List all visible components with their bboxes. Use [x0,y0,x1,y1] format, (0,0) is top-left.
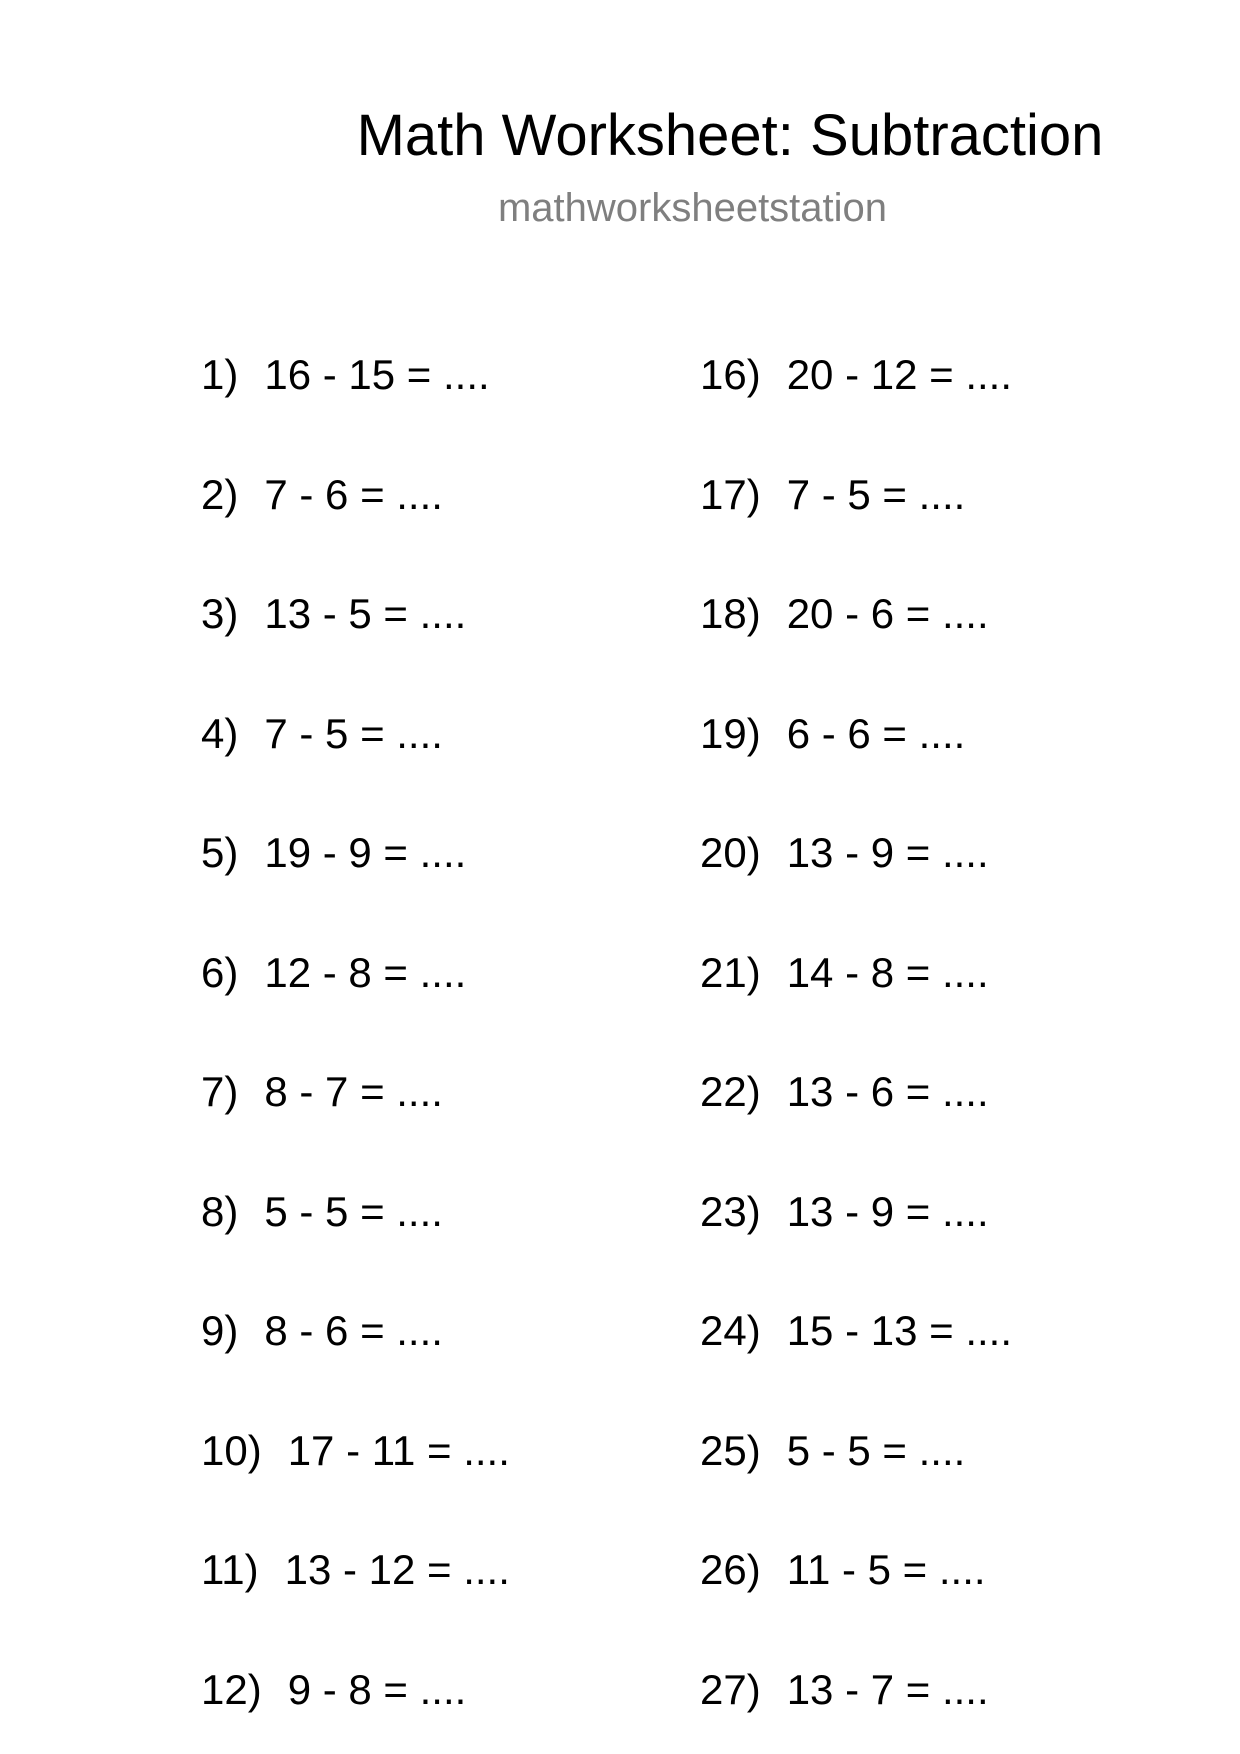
problem-expression: 14 - 8 = .... [786,949,989,996]
worksheet-subtitle: mathworksheetstation [497,186,888,230]
problem-item [700,347,1012,403]
problem-item [700,586,989,642]
problem-number: 5) [201,829,239,876]
problem-item [201,1303,443,1359]
problem-number: 25) [700,1427,761,1474]
problem-number: 12) [201,1666,262,1713]
problem-item [201,1184,443,1240]
problem-item [700,706,965,762]
problem-number: 6) [201,949,239,996]
problem-item [700,1303,1012,1359]
problem-number: 3) [201,590,239,637]
problem-number: 11) [201,1546,259,1593]
problem-number: 2) [201,471,239,518]
problem-item [700,467,965,523]
problem-expression: 5 - 5 = .... [786,1427,966,1474]
problem-number: 27) [700,1666,761,1713]
problem-item [201,1662,466,1718]
problem-expression: 15 - 13 = .... [786,1307,1013,1354]
problem-item [201,1064,443,1120]
problem-expression: 20 - 12 = .... [786,351,1013,398]
problem-item [201,1423,510,1479]
problem-expression: 13 - 6 = .... [786,1068,989,1115]
problem-number: 20) [700,829,761,876]
problem-item [700,1542,986,1598]
problem-number: 21) [700,949,761,996]
problem-item [201,825,466,881]
problem-item [700,1423,965,1479]
problem-item [201,467,443,523]
problem-number: 16) [700,351,761,398]
problem-expression: 7 - 5 = .... [786,471,966,518]
problem-number: 18) [700,590,761,637]
problem-number: 23) [700,1188,761,1235]
problem-number: 10) [201,1427,262,1474]
problem-item [700,945,989,1001]
problem-number: 4) [201,710,239,757]
problem-expression: 13 - 9 = .... [786,829,989,876]
problem-expression: 13 - 7 = .... [786,1666,989,1713]
problem-item [700,1662,989,1718]
problem-item [201,945,466,1001]
problem-expression: 8 - 7 = .... [264,1068,443,1115]
problem-expression: 20 - 6 = .... [786,590,989,637]
problem-number: 1) [201,351,239,398]
problem-expression: 17 - 11 = .... [287,1427,510,1474]
problem-expression: 7 - 5 = .... [264,710,443,757]
problem-item [201,347,490,403]
problem-item [201,1542,510,1598]
problem-expression: 9 - 8 = .... [287,1666,467,1713]
problem-expression: 11 - 5 = .... [786,1546,986,1593]
problem-number: 19) [700,710,761,757]
problem-number: 9) [201,1307,239,1354]
problem-number: 22) [700,1068,761,1115]
problem-number: 26) [700,1546,761,1593]
problem-item [700,825,989,881]
problem-expression: 12 - 8 = .... [264,949,467,996]
problem-expression: 13 - 5 = .... [264,590,467,637]
problem-number: 24) [700,1307,761,1354]
problem-expression: 16 - 15 = .... [264,351,490,398]
problem-expression: 7 - 6 = .... [264,471,443,518]
problem-expression: 13 - 9 = .... [786,1188,989,1235]
problem-expression: 5 - 5 = .... [264,1188,443,1235]
problem-expression: 6 - 6 = .... [786,710,966,757]
problem-item [700,1064,989,1120]
worksheet-title: Math Worksheet: Subtraction [356,103,1104,168]
problem-expression: 13 - 12 = .... [284,1546,510,1593]
problem-item [700,1184,989,1240]
problem-item [201,706,443,762]
problem-number: 8) [201,1188,239,1235]
problem-number: 17) [700,471,761,518]
problem-expression: 19 - 9 = .... [264,829,467,876]
problem-number: 7) [201,1068,239,1115]
problem-expression: 8 - 6 = .... [264,1307,443,1354]
problem-item [201,586,466,642]
